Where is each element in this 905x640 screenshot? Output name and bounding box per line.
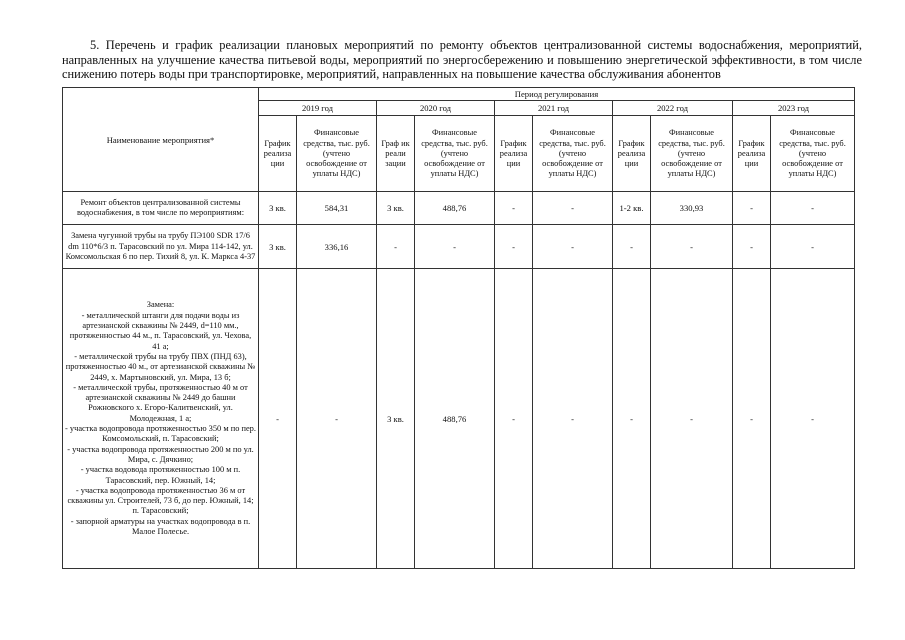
section-heading: 5. Перечень и график реализации плановых мероприятий по ремонту объектов централизованной системы водоснабжения, мероприятий, направленных на улучшение качества питьевой воды, мероприятий по энергосбережению и повышению энергетической эффективности, в том числе снижению потерь воды при транспортировке, мероприятий, направленных на повышение качества обслуживания абонентов [62,38,862,82]
finance-header: Финансовые средства, тыс. руб. (учтено освобождение от уплаты НДС) [533,116,613,192]
measure-name: Ремонт объектов централизованной системы водоснабжения, в том числе по мероприятиям: [63,192,259,225]
cell-value: - [259,269,297,569]
cell-value: 3 кв. [377,192,415,225]
measure-line: Замена: [146,300,175,310]
finance-header: Финансовые средства, тыс. руб. (учтено освобождение от уплаты НДС) [651,116,733,192]
finance-header: Финансовые средства, тыс. руб. (учтено освобождение от уплаты НДС) [415,116,495,192]
cell-value: 330,93 [651,192,733,225]
measure-name: Замена чугунной трубы на трубу ПЭ100 SDR 17/6 dm 110*6/3 п. Тарасовский по ул. Мира 114-142, ул. Комсомольская 6 по пер. Тихий 8, ул. К. Маркса 4-37 [63,225,259,269]
cell-value: - [771,269,855,569]
cell-value: - [733,269,771,569]
table-row [63,225,855,269]
year-header: 2019 год [259,101,377,116]
cell-value: - [733,225,771,269]
cell-value: - [495,225,533,269]
finance-header: Финансовые средства, тыс. руб. (учтено освобождение от уплаты НДС) [771,116,855,192]
cell-value: 3 кв. [259,192,297,225]
cell-value: - [613,269,651,569]
cell-value: - [495,269,533,569]
measure-line: - участка водопровода протяженностью 200 м по ул. Мира, с. Дячкино; [67,444,254,464]
measure-line: - участка водопровода протяженностью 36 м от скважины ул. Строителей, 73 б, до пер. Южный, 14; п. Тарасовский; [67,485,254,516]
measure-line: - металлической штанги для подачи воды из артезианской скважины № 2449, d=110 мм., протяженностью 44 м., п. Тарасовский, ул. Чехова, 41 а; [69,310,252,351]
table-row [63,192,855,225]
measure-line: - металлической трубы на трубу ПВХ (ПНД 63), протяженностью 40 м., от артезианской скважины № 2449, х. Мартыновский, ул. Мира, 13 б; [65,351,256,382]
measure-name [63,269,259,569]
cell-value: 336,16 [297,225,377,269]
measure-line: - металлической трубы, протяженностью 40 м от артезианской скважины № 2449 до башни Рожновского х. Егоро-Калитвенский, ул. Молодежная, 1 а; [73,382,248,423]
cell-value: - [377,225,415,269]
finance-header: Финансовые средства, тыс. руб. (учтено освобождение от уплаты НДС) [297,116,377,192]
cell-value: - [651,225,733,269]
cell-value: 584,31 [297,192,377,225]
measure-line: - запорной арматуры на участках водопровода в п. Малое Полесье. [70,516,251,537]
cell-value: - [533,269,613,569]
cell-value: - [733,192,771,225]
cell-value: 488,76 [415,192,495,225]
year-header: 2022 год [613,101,733,116]
name-column-header: Наименование мероприятия* [63,88,259,192]
schedule-header: График реализа ции [259,116,297,192]
measures-table [62,87,855,569]
year-header: 2023 год [733,101,855,116]
cell-value: - [613,225,651,269]
schedule-header: График реализа ции [733,116,771,192]
table-row [63,269,855,569]
cell-value: 3 кв. [259,225,297,269]
cell-value: 1-2 кв. [613,192,651,225]
measure-line: - участка водопровода протяженностью 350 м по пер. Комсомольский, п. Тарасовский; [65,424,256,444]
period-header: Период регулирования [259,88,855,101]
cell-value: - [415,225,495,269]
cell-value: 3 кв. [377,269,415,569]
year-header: 2020 год [377,101,495,116]
cell-value: - [771,225,855,269]
cell-value: - [771,192,855,225]
cell-value: - [495,192,533,225]
cell-value: - [533,225,613,269]
measure-line: - участка водовода протяженностью 100 м п. Тарасовский, пер. Южный, 14; [80,465,241,485]
schedule-header: Граф ик реали зации [377,116,415,192]
cell-value: - [533,192,613,225]
schedule-header: График реализа ции [613,116,651,192]
cell-value: - [297,269,377,569]
cell-value: 488,76 [415,269,495,569]
year-header: 2021 год [495,101,613,116]
cell-value: - [651,269,733,569]
schedule-header: График реализа ции [495,116,533,192]
